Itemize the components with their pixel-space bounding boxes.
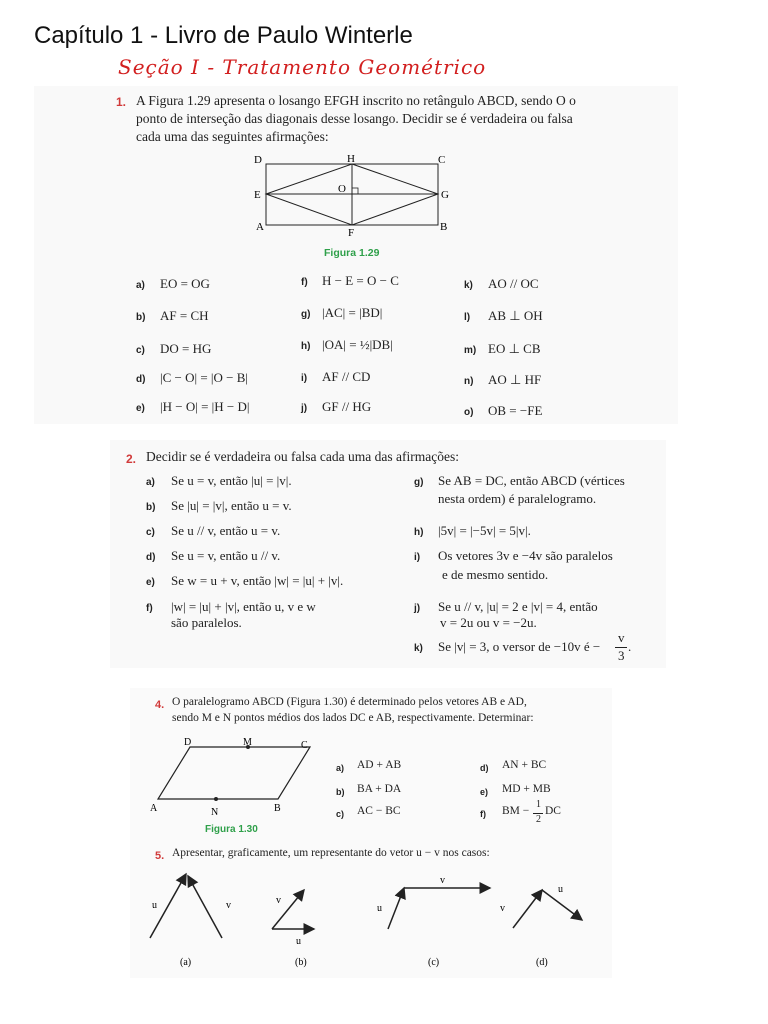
item-text: Se w = u + v, então |w| = |u| + |v|. <box>171 573 344 588</box>
label-m: M <box>243 737 252 748</box>
figure-1-30 <box>140 736 330 820</box>
question-1-text-line: A Figura 1.29 apresenta o losango EFGH inscrito no retângulo ABCD, sendo O o <box>136 93 576 108</box>
item-text: BA + DA <box>357 783 402 795</box>
vector-u-label: u <box>377 903 382 914</box>
item-text: |H − O| = |H − D| <box>160 399 250 414</box>
label-c: C <box>438 154 446 166</box>
item-label: c) <box>146 527 155 538</box>
item-label: b) <box>336 787 345 797</box>
figure-1-29 <box>240 148 460 240</box>
item-text: |OA| = ½|DB| <box>322 337 393 352</box>
item-text: |AC| = |BD| <box>322 305 383 320</box>
item-label: o) <box>464 407 474 418</box>
item-label: c) <box>336 809 345 819</box>
question-2-text: Decidir se é verdadeira ou falsa cada uma das afirmações: <box>146 449 459 464</box>
question-5-text: Apresentar, graficamente, um representante do vetor u − v nos casos: <box>172 847 490 859</box>
item-text: AD + AB <box>357 759 402 771</box>
case-b-label: (b) <box>295 957 307 968</box>
item-text-continued: v = 2u ou v = −2u. <box>440 615 537 630</box>
case-c-diagram <box>377 875 490 968</box>
item-text: AN + BC <box>502 759 547 771</box>
fraction-end: . <box>628 639 632 654</box>
label-n: N <box>211 807 219 818</box>
item-text: Se u // v, então u = v. <box>171 523 281 538</box>
question-4-text-line: O paralelogramo ABCD (Figura 1.30) é determinado pelos vetores AB e AD, <box>172 696 527 708</box>
item-text: AF // CD <box>322 369 371 384</box>
midpoint-n <box>214 797 218 801</box>
label-a: A <box>150 803 158 814</box>
item-text-end: DC <box>545 805 561 817</box>
vector-u-label: u <box>296 936 301 947</box>
vector-v-label: v <box>440 875 445 886</box>
label-g: G <box>441 189 449 201</box>
label-o: O <box>338 183 346 195</box>
item-label: g) <box>414 477 424 488</box>
question-1-number: 1. <box>116 95 127 109</box>
item-text: GF // HG <box>322 399 372 414</box>
label-b: B <box>274 803 281 814</box>
item-label: j) <box>301 403 308 414</box>
item-text: Se |u| = |v|, então u = v. <box>171 498 292 513</box>
item-label: b) <box>146 502 156 513</box>
parallelogram-abcd <box>158 747 310 799</box>
case-d-label: (d) <box>536 957 548 968</box>
fraction-denominator: 2 <box>536 814 541 825</box>
vector-u-arrow <box>388 888 404 929</box>
label-f: F <box>348 227 355 239</box>
vector-v-label: v <box>500 903 505 914</box>
item-label: k) <box>414 643 423 654</box>
case-a-label: (a) <box>180 957 192 968</box>
item-label: b) <box>136 312 146 323</box>
item-label: d) <box>146 552 156 563</box>
question-4-number: 4. <box>155 699 165 711</box>
item-label: j) <box>414 603 421 614</box>
item-label: h) <box>414 527 424 538</box>
item-label: m) <box>464 345 477 356</box>
item-label: e) <box>480 787 489 797</box>
vector-v-label: v <box>276 895 281 906</box>
item-text: AC − BC <box>357 805 401 817</box>
question-1-text-line: ponto de interseção das diagonais desse losango. Decidir se é verdadeira ou falsa <box>136 111 573 126</box>
item-text: Os vetores 3v e −4v são paralelos <box>438 548 613 563</box>
item-text: OB = −FE <box>488 403 543 418</box>
item-label: i) <box>301 373 308 384</box>
label-b: B <box>440 221 448 233</box>
vector-u-label: u <box>152 900 157 911</box>
item-label: g) <box>301 309 311 320</box>
item-text: Se u = v, então |u| = |v|. <box>171 473 292 488</box>
question-1-text-line: cada uma das seguintes afirmações: <box>136 129 329 144</box>
item-label: d) <box>480 763 489 773</box>
item-text: Se u // v, |u| = 2 e |v| = 4, então <box>438 599 598 614</box>
right-angle-mark <box>352 188 358 194</box>
question-4-text-line: sendo M e N pontos médios dos lados DC e AB, respectivamente. Determinar: <box>172 712 534 724</box>
section-subtitle: Seção I - Tratamento Geométrico <box>118 55 487 79</box>
label-e: E <box>254 189 261 201</box>
case-a-diagram <box>150 874 231 968</box>
item-text-continued: são paralelos. <box>171 615 242 630</box>
figure-1-29-caption: Figura 1.29 <box>324 247 380 259</box>
item-label: d) <box>136 374 146 385</box>
item-text: AF = CH <box>160 308 209 323</box>
item-label: a) <box>136 280 145 291</box>
item-text: |C − O| = |O − B| <box>160 370 249 385</box>
vector-v-label: v <box>226 900 231 911</box>
item-text: AO // OC <box>488 276 539 291</box>
figure-1-30-caption: Figura 1.30 <box>205 824 258 835</box>
item-text: EO ⊥ CB <box>488 341 541 356</box>
vector-diagrams <box>140 866 600 976</box>
item-text-continued: e de mesmo sentido. <box>442 567 549 582</box>
item-text: AB ⊥ OH <box>488 308 543 323</box>
case-c-label: (c) <box>428 957 440 968</box>
item-label: f) <box>480 809 486 819</box>
vector-v-arrow <box>513 890 542 928</box>
item-label: i) <box>414 552 421 563</box>
item-label: f) <box>301 277 308 288</box>
item-label: e) <box>146 577 155 588</box>
item-label: c) <box>136 345 145 356</box>
item-label: l) <box>464 312 471 323</box>
item-text: EO = OG <box>160 276 210 291</box>
item-text: Se u = v, então u // v. <box>171 548 281 563</box>
item-text: DO = HG <box>160 341 212 356</box>
vector-u-label: u <box>558 884 563 895</box>
item-label: n) <box>464 376 474 387</box>
label-h: H <box>347 153 355 165</box>
item-text: Se |v| = 3, o versor de −10v é − <box>438 639 601 654</box>
label-a: A <box>256 221 264 233</box>
label-d: D <box>184 737 192 748</box>
item-text: |5v| = |−5v| = 5|v|. <box>438 523 531 538</box>
fraction-numerator: v <box>618 630 625 645</box>
question-5-number: 5. <box>155 850 165 862</box>
item-label: k) <box>464 280 473 291</box>
item-text: |w| = |u| + |v|, então u, v e w <box>171 599 316 614</box>
fraction-numerator: 1 <box>536 799 541 810</box>
fraction-denominator: 3 <box>618 648 625 663</box>
item-text: MD + MB <box>502 783 551 795</box>
case-d-diagram <box>500 884 582 968</box>
item-text: AO ⊥ HF <box>488 372 542 387</box>
item-text: BM − <box>502 805 530 817</box>
page-title: Capítulo 1 - Livro de Paulo Winterle <box>34 22 413 49</box>
item-text: Se AB = DC, então ABCD (vértices <box>438 473 625 488</box>
item-text-continued: nesta ordem) é paralelogramo. <box>438 491 597 506</box>
vector-v-arrow <box>188 876 222 938</box>
item-label: e) <box>136 403 145 414</box>
label-d: D <box>254 154 262 166</box>
item-label: h) <box>301 341 311 352</box>
item-label: f) <box>146 603 153 614</box>
item-label: a) <box>146 477 155 488</box>
item-label: a) <box>336 763 345 773</box>
item-text: H − E = O − C <box>322 273 399 288</box>
case-b-diagram <box>272 890 314 968</box>
question-2-number: 2. <box>126 452 137 466</box>
label-c: C <box>301 740 308 751</box>
